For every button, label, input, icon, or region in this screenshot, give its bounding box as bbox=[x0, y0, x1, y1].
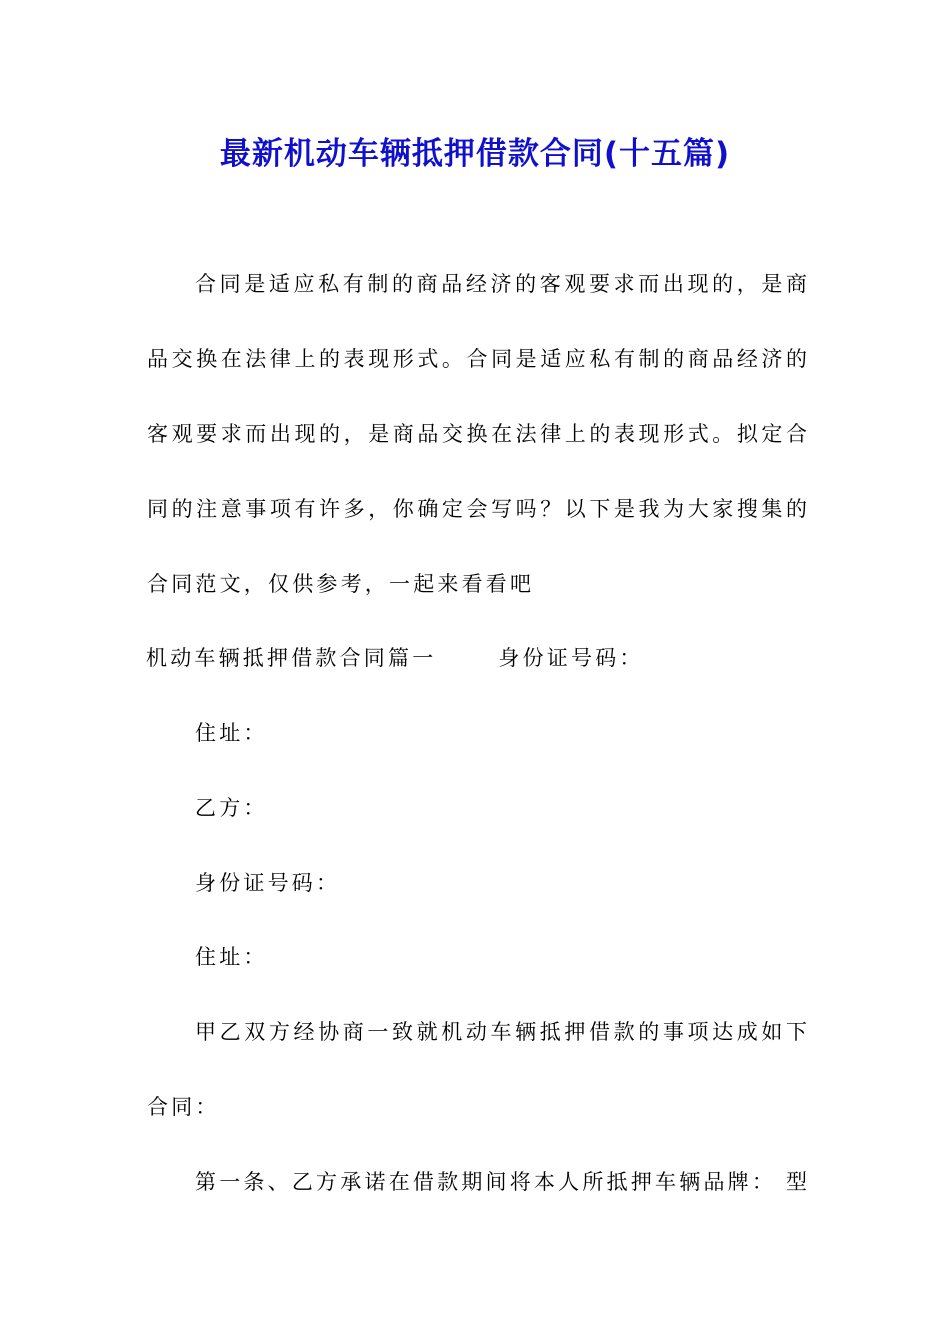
section-heading: 机动车辆抵押借款合同篇一 bbox=[146, 646, 437, 670]
document-title: 最新机动车辆抵押借款合同(十五篇) bbox=[219, 136, 731, 172]
intro-line-2: 品交换在法律上的表现形式。合同是适应私有制的商品经济的 bbox=[147, 347, 807, 371]
agreement-line-2: 合同： bbox=[147, 1095, 220, 1119]
field-party-b: 乙方： bbox=[195, 796, 268, 820]
article-1-line: 第一条、乙方承诺在借款期间将本人所抵押车辆品牌： 型 bbox=[195, 1170, 807, 1194]
intro-line-1: 合同是适应私有制的商品经济的客观要求而出现的，是商 bbox=[195, 272, 807, 296]
section-heading-row bbox=[146, 643, 806, 673]
intro-line-5: 合同范文，仅供参考，一起来看看吧 bbox=[147, 572, 535, 596]
field-address-1: 住址： bbox=[195, 721, 268, 745]
intro-line-3: 客观要求而出现的，是商品交换在法律上的表现形式。拟定合 bbox=[147, 422, 807, 446]
field-id-number: 身份证号码： bbox=[195, 871, 341, 895]
section-heading-id-field: 身份证号码： bbox=[498, 646, 644, 670]
intro-line-4: 同的注意事项有许多，你确定会写吗？以下是我为大家搜集的 bbox=[147, 497, 807, 521]
field-address-2: 住址： bbox=[195, 945, 268, 969]
agreement-line-1: 甲乙双方经协商一致就机动车辆抵押借款的事项达成如下 bbox=[195, 1020, 807, 1044]
